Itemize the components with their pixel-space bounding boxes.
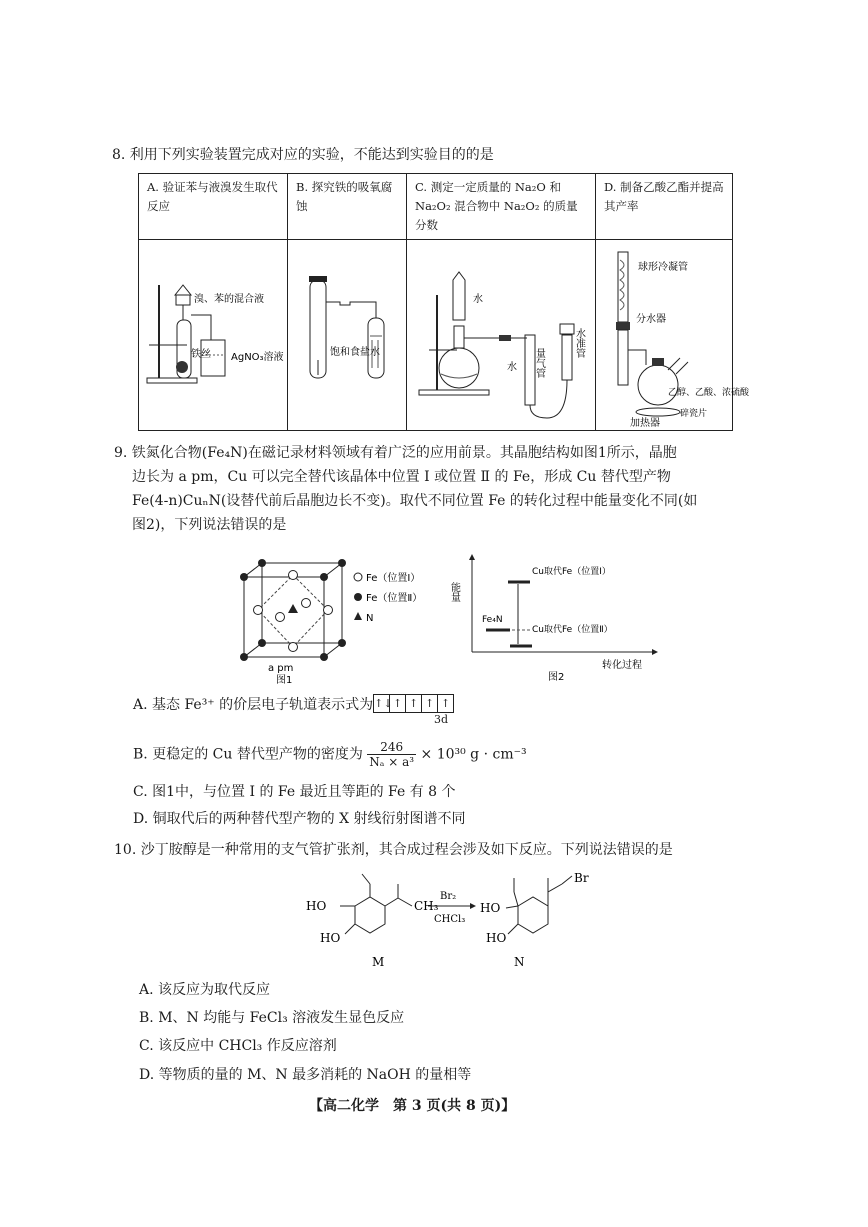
- label-boiling-chips: 碎瓷片: [680, 409, 708, 419]
- q10-option-d: D. 等物质的量的 M、N 最多消耗的 NaOH 的量相等: [139, 1067, 472, 1083]
- orbital-box-3: ↑: [405, 694, 422, 713]
- apparatus-d: [596, 240, 750, 431]
- density-unit: × 10³⁰ g · cm⁻³: [420, 746, 527, 763]
- fig2-xlabel: 转化过程: [602, 660, 642, 671]
- q9-option-a-text: A. 基态 Fe³⁺ 的价层电子轨道表示式为: [133, 697, 374, 713]
- q10-option-c: C. 该反应中 CHCl₃ 作反应溶剂: [139, 1038, 337, 1054]
- m-label-ch3: CH₃: [414, 899, 439, 913]
- label-water-2: 水: [507, 362, 517, 373]
- orbital-3d-label: 3d: [434, 713, 449, 726]
- reagent-chcl3: CHCl₃: [434, 914, 466, 925]
- orbital-box-1: ↑↓: [373, 694, 390, 713]
- fig2-cu-i-label: Cu取代Fe（位置Ⅰ）: [532, 567, 611, 577]
- q8-option-a: A. 验证苯与液溴发生取代反应: [139, 174, 288, 240]
- q8-option-c: C. 测定一定质量的 Na₂O 和 Na₂O₂ 混合物中 Na₂O₂ 的质量分数: [407, 174, 596, 240]
- density-denominator: Nₐ × a³: [369, 755, 415, 769]
- fig2-fe4n-label: Fe₄N: [482, 615, 503, 625]
- orbital-box-5: ↑: [437, 694, 454, 713]
- density-fraction: [367, 740, 416, 769]
- q8-table: [138, 173, 750, 431]
- q10-option-b: B. M、N 均能与 FeCl₃ 溶液发生显色反应: [139, 1010, 405, 1026]
- molecule-m-label: M: [372, 955, 385, 969]
- q9-option-a: [133, 694, 453, 716]
- label-gas-tube: 量气管: [533, 348, 545, 378]
- q10-option-a: A. 该反应为取代反应: [139, 982, 271, 998]
- orbital-box-2: ↑: [389, 694, 406, 713]
- fig1-legend-n: N: [366, 613, 374, 624]
- n-label-br: Br: [574, 871, 589, 885]
- label-level-tube: 水准管: [573, 328, 585, 358]
- q10-stem: 10. 沙丁胺醇是一种常用的支气管扩张剂，其合成过程会涉及如下反应。下列说法错误的是: [114, 842, 673, 858]
- label-br-benzene: 溴、苯的混合液: [194, 294, 264, 305]
- reagent-br2: Br₂: [440, 891, 457, 902]
- label-reagents: 乙醇、乙酸、浓硫酸: [668, 388, 750, 398]
- figure-1-unit-cell: [232, 555, 432, 685]
- q9-stem-line-4: 图2)，下列说法错误的是: [132, 517, 287, 533]
- n-label-ho-1: HO: [480, 901, 501, 915]
- q9-option-c: C. 图1中，与位置 Ⅰ 的 Fe 最近且等距的 Fe 有 8 个: [133, 784, 456, 800]
- q9-option-d: D. 铜取代后的两种替代型产物的 X 射线衍射图谱不同: [133, 811, 466, 827]
- m-label-ho-1: HO: [306, 899, 327, 913]
- molecule-n-label: N: [514, 955, 525, 969]
- fig2-caption: 图2: [548, 672, 565, 683]
- q9-stem-line-3: Fe(4-n)CuₙN(设替代前后晶胞边长不变)。取代不同位置 Fe 的转化过程中能量变化不同(如: [132, 493, 698, 509]
- reaction-scheme: [300, 866, 600, 970]
- q9-stem-line-2: 边长为 a pm，Cu 可以完全替代该晶体中位置 Ⅰ 或位置 Ⅱ 的 Fe，形成 Cu 替代型产物: [132, 469, 671, 485]
- label-saline: 饱和食盐水: [330, 347, 380, 358]
- q8-stem: 8. 利用下列实验装置完成对应的实验，不能达到实验目的的是: [112, 147, 494, 163]
- q9-stem-line-1: 9. 铁氮化合物(Fe₄N)在磁记录材料领域有着广泛的应用前景。其晶胞结构如图1所示，晶胞: [114, 445, 677, 461]
- fig1-legend-fe-i: Fe（位置Ⅰ）: [366, 573, 421, 584]
- fig2-ylabel: 能量: [448, 582, 460, 602]
- m-label-ho-2: HO: [320, 931, 341, 945]
- apparatus-c: [407, 240, 596, 431]
- q9-option-b: [133, 740, 527, 769]
- label-iron-wire: 铁丝: [191, 349, 211, 360]
- q9-stem: [114, 441, 754, 537]
- density-numerator: 246: [367, 740, 416, 755]
- apparatus-a: [139, 240, 288, 431]
- q9-option-b-text: B. 更稳定的 Cu 替代型产物的密度为: [133, 746, 363, 763]
- fig2-cu-ii-label: Cu取代Fe（位置Ⅱ）: [532, 625, 613, 635]
- page-footer: 【高二化学 第 3 页(共 8 页)】: [309, 1098, 516, 1114]
- fig1-edge-label: a pm: [268, 663, 294, 674]
- figure-2-energy: [448, 552, 662, 683]
- label-water-1: 水: [473, 294, 483, 305]
- apparatus-b: [288, 240, 407, 431]
- orbital-box-4: ↑: [421, 694, 438, 713]
- label-heater: 加热器: [630, 418, 660, 429]
- label-water-separator: 分水器: [636, 314, 666, 325]
- orbital-diagram: [373, 692, 453, 714]
- label-condenser: 球形冷凝管: [638, 262, 688, 273]
- n-label-ho-2: HO: [486, 931, 507, 945]
- fig1-legend-fe-ii: Fe（位置Ⅱ）: [366, 593, 423, 604]
- label-agno3: AgNO₃溶液: [231, 352, 284, 363]
- q8-option-b: B. 探究铁的吸氧腐蚀: [288, 174, 407, 240]
- fig1-caption: 图1: [276, 675, 293, 686]
- q8-option-d: D. 制备乙酸乙酯并提高其产率: [596, 174, 733, 240]
